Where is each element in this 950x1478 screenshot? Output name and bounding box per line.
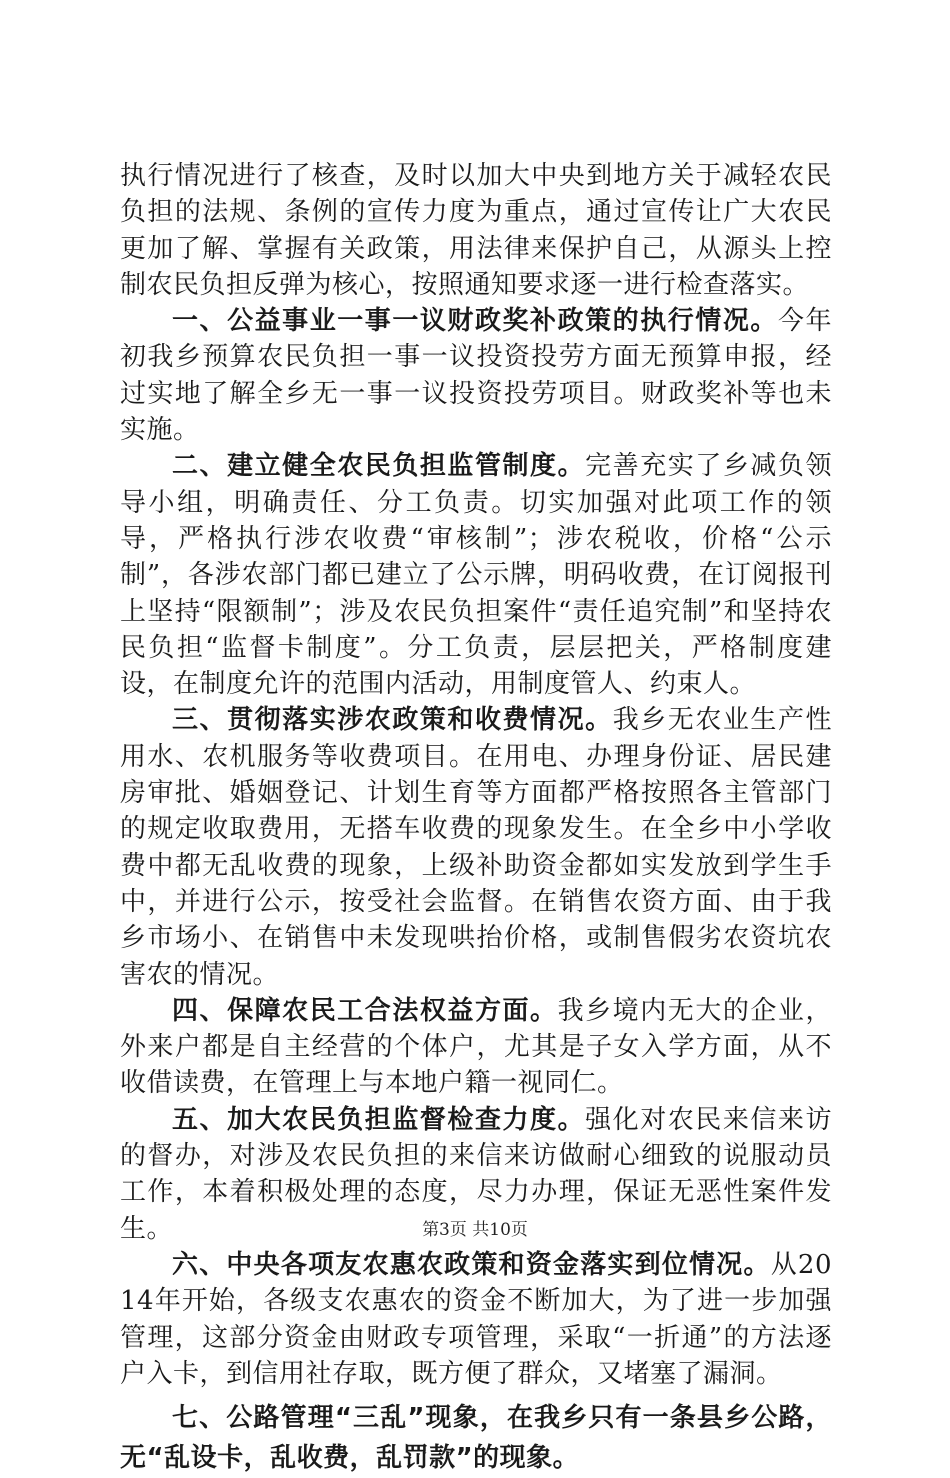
paragraph-section-7 (120, 1398, 832, 1478)
section-heading: 六、中央各项友农惠农政策和资金落实到位情况。 (172, 1249, 771, 1280)
paragraph-text: 强化对农民来信来访的督办，对涉及农民负担的来信来访做耐心细致的说服动员工作，本着积极处理的态度，尽力办理，保证无恶性案件发生。 (120, 1104, 832, 1244)
paragraph-section-3 (120, 702, 832, 992)
section-heading: 三、贯彻落实涉农政策和收费情况。 (172, 705, 613, 736)
paragraph-text: 今年初我乡预算农民负担一事一议投资投劳方面无预算申报，经过实地了解全乡无一事一议投资投劳项目。财政奖补等也未实施。 (120, 306, 832, 446)
paragraph-text: 执行情况进行了核查，及时以加大中央到地方关于减轻农民负担的法规、条例的宣传力度为重点，通过宣传让广大农民更加了解、掌握有关政策，用法律来保护自己，从源头上控制农民负担反弹为核心，按照通知要求逐一进行检查落实。 (120, 161, 832, 300)
paragraph-text: 我乡境内无大的企业，外来户都是自主经营的个体户，尤其是子女入学方面，从不收借读费，在管理上与本地户籍一视同仁。 (120, 995, 832, 1099)
page-footer (0, 1215, 950, 1240)
document-body (120, 158, 832, 1478)
section-heading: 二、建立健全农民负担监管制度。 (172, 451, 586, 482)
section-heading: 四、保障农民工合法权益方面。 (172, 995, 558, 1026)
paragraph-section-4 (120, 993, 832, 1102)
section-heading: 五、加大农民负担监督检查力度。 (172, 1104, 586, 1135)
paragraph-section-2 (120, 448, 832, 702)
paragraph-text: 完善充实了乡减负领导小组，明确责任、分工负责。切实加强对此项工作的领导，严格执行涉农收费“审核制”；涉农税收，价格“公示制”，各涉农部门都已建立了公示牌，明码收费，在订阅报刊上坚持“限额制”；涉及农民负担案件“责任追究制”和坚持农民负担“监督卡制度”。分工负责，层层把关，严格制度建设，在制度允许的范围内活动，用制度管人、约束人。 (120, 451, 832, 700)
paragraph-section-1 (120, 303, 832, 448)
paragraph-intro (120, 158, 832, 303)
paragraph-text: 七、公路管理“三乱”现象，在我乡只有一条县乡公路，无“乱设卡，乱收费，乱罚款”的现象。 (120, 1403, 832, 1474)
page-number-label: 第3页 共10页 (422, 1220, 528, 1240)
paragraph-text: 从2014年开始，各级支农惠农的资金不断加大，为了进一步加强管理，这部分资金由财政专项管理，采取“一折通”的方法逐户入卡，到信用社存取，既方便了群众，又堵塞了漏洞。 (120, 1249, 832, 1389)
paragraph-section-6 (120, 1247, 832, 1392)
paragraph-text: 我乡无农业生产性用水、农机服务等收费项目。在用电、办理身份证、居民建房审批、婚姻登记、计划生育等方面都严格按照各主管部门的规定收取费用，无搭车收费的现象发生。在全乡中小学收费中都无乱收费的现象，上级补助资金都如实发放到学生手中，并进行公示，按受社会监督。在销售农资方面、由于我乡市场小、在销售中未发现哄抬价格，或制售假劣农资坑农害农的情况。 (120, 705, 832, 990)
section-heading: 一、公益事业一事一议财政奖补政策的执行情况。 (172, 306, 778, 337)
